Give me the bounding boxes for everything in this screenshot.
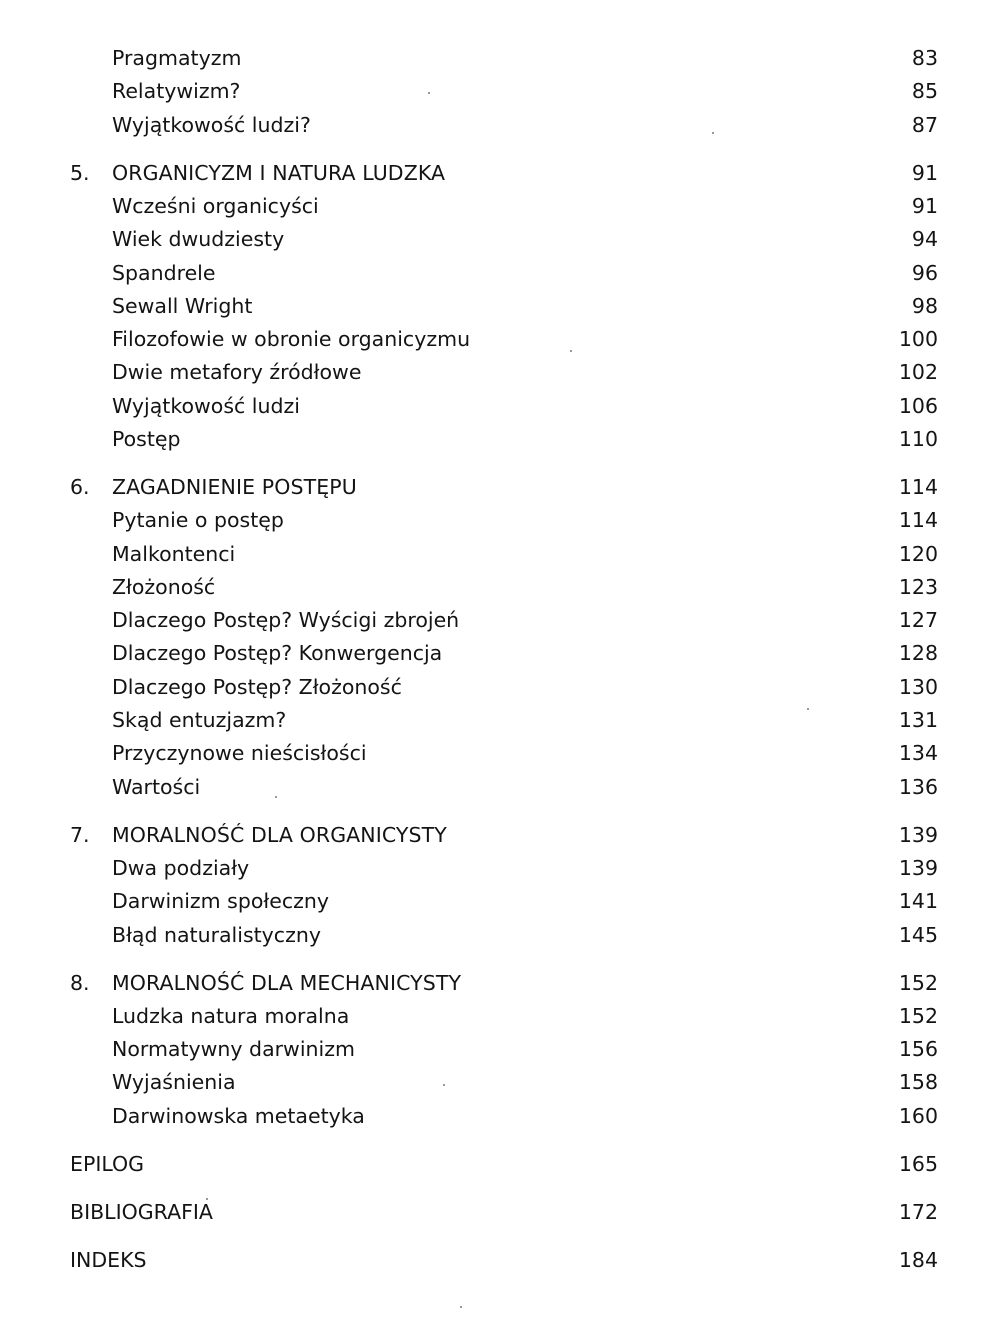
toc-subentry: [0, 424, 990, 454]
toc-subentry: [0, 572, 990, 602]
toc-subentry: [0, 920, 990, 950]
entry-title: INDEKS: [70, 1248, 147, 1272]
entry-title: Malkontenci: [112, 542, 236, 566]
entry-title: Normatywny darwinizm: [112, 1037, 355, 1061]
toc-chapter: [0, 158, 990, 188]
page-number: 145: [898, 923, 938, 947]
page-number: 123: [898, 575, 938, 599]
entry-title: Błąd naturalistyczny: [112, 923, 321, 947]
toc-subentry: [0, 772, 990, 802]
chapter-number: 6.: [70, 475, 90, 499]
scan-speck: [570, 350, 572, 352]
page-number: 100: [898, 327, 938, 351]
chapter-number: 7.: [70, 823, 90, 847]
toc-subentry: [0, 258, 990, 288]
page-number: 139: [898, 823, 938, 847]
scan-speck: [460, 1306, 462, 1308]
entry-title: Pragmatyzm: [112, 46, 242, 70]
entry-title: Przyczynowe nieścisłości: [112, 741, 367, 765]
chapter-number: 5.: [70, 161, 90, 185]
toc-subentry: [0, 738, 990, 768]
entry-title: ORGANICYZM I NATURA LUDZKA: [112, 161, 446, 185]
entry-title: MORALNOŚĆ DLA MECHANICYSTY: [112, 971, 462, 995]
page-number: 152: [898, 1004, 938, 1028]
page-number: 94: [911, 227, 938, 251]
scan-speck: [807, 708, 809, 710]
entry-title: Złożoność: [112, 575, 216, 599]
toc-subentry: [0, 705, 990, 735]
scan-speck: [428, 92, 430, 94]
toc-subentry: [0, 391, 990, 421]
page-number: 106: [898, 394, 938, 418]
toc-chapter: [0, 820, 990, 850]
toc-chapter: [0, 968, 990, 998]
page-number: 131: [898, 708, 938, 732]
page-number: 102: [898, 360, 938, 384]
toc-subentry: [0, 1067, 990, 1097]
entry-title: Filozofowie w obronie organicyzmu: [112, 327, 471, 351]
entry-title: Dlaczego Postęp? Wyścigi zbrojeń: [112, 608, 460, 632]
entry-title: Dwa podziały: [112, 856, 250, 880]
page-number: 156: [898, 1037, 938, 1061]
toc-subentry: [0, 1001, 990, 1031]
entry-title: Spandrele: [112, 261, 216, 285]
entry-title: ZAGADNIENIE POSTĘPU: [112, 475, 357, 499]
scan-speck: [275, 796, 277, 798]
toc-section: [0, 1197, 990, 1227]
entry-title: Dwie metafory źródłowe: [112, 360, 362, 384]
page-number: 184: [898, 1248, 938, 1272]
entry-title: Wyjaśnienia: [112, 1070, 236, 1094]
entry-title: Skąd entuzjazm?: [112, 708, 287, 732]
page-number: 91: [911, 194, 938, 218]
toc-subentry: [0, 76, 990, 106]
entry-title: Wyjątkowość ludzi: [112, 394, 300, 418]
entry-title: Wyjątkowość ludzi?: [112, 113, 311, 137]
toc-subentry: [0, 1101, 990, 1131]
page-number: 114: [898, 475, 938, 499]
toc-subentry: [0, 638, 990, 668]
page-number: 114: [898, 508, 938, 532]
entry-title: Ludzka natura moralna: [112, 1004, 350, 1028]
page-number: 120: [898, 542, 938, 566]
page-number: 128: [898, 641, 938, 665]
page-number: 172: [898, 1200, 938, 1224]
page-number: 83: [911, 46, 938, 70]
entry-title: Wiek dwudziesty: [112, 227, 285, 251]
toc-section: [0, 1245, 990, 1275]
scan-speck: [712, 132, 714, 134]
toc-subentry: [0, 110, 990, 140]
toc-subentry: [0, 224, 990, 254]
toc-chapter: [0, 472, 990, 502]
page-number: 127: [898, 608, 938, 632]
entry-title: Dlaczego Postęp? Złożoność: [112, 675, 402, 699]
page-number: 96: [911, 261, 938, 285]
entry-title: Dlaczego Postęp? Konwergencja: [112, 641, 443, 665]
entry-title: Relatywizm?: [112, 79, 241, 103]
page-number: 91: [911, 161, 938, 185]
toc-subentry: [0, 672, 990, 702]
page-number: 110: [898, 427, 938, 451]
page-number: 98: [911, 294, 938, 318]
page-number: 136: [898, 775, 938, 799]
page-number: 141: [898, 889, 938, 913]
toc-subentry: [0, 605, 990, 635]
toc-section: [0, 1149, 990, 1179]
entry-title: Darwinizm społeczny: [112, 889, 330, 913]
entry-title: Sewall Wright: [112, 294, 253, 318]
scan-speck: [443, 1084, 445, 1086]
toc-subentry: [0, 43, 990, 73]
toc-subentry: [0, 291, 990, 321]
page-number: 160: [898, 1104, 938, 1128]
page-number: 139: [898, 856, 938, 880]
toc-subentry: [0, 191, 990, 221]
toc-subentry: [0, 886, 990, 916]
toc-subentry: [0, 1034, 990, 1064]
entry-title: Darwinowska metaetyka: [112, 1104, 365, 1128]
page-number: 152: [898, 971, 938, 995]
page-number: 165: [898, 1152, 938, 1176]
toc-subentry: [0, 357, 990, 387]
page-number: 158: [898, 1070, 938, 1094]
toc-subentry: [0, 505, 990, 535]
page-number: 87: [911, 113, 938, 137]
scan-speck: [206, 1198, 208, 1200]
entry-title: Pytanie o postęp: [112, 508, 284, 532]
entry-title: MORALNOŚĆ DLA ORGANICYSTY: [112, 823, 447, 847]
entry-title: BIBLIOGRAFIA: [70, 1200, 213, 1224]
page-number: 134: [898, 741, 938, 765]
page-number: 130: [898, 675, 938, 699]
entry-title: Postęp: [112, 427, 181, 451]
toc-subentry: [0, 853, 990, 883]
entry-title: EPILOG: [70, 1152, 145, 1176]
entry-title: Wartości: [112, 775, 201, 799]
page-number: 85: [911, 79, 938, 103]
entry-title: Wcześni organicyści: [112, 194, 319, 218]
toc-subentry: [0, 539, 990, 569]
toc-subentry: [0, 324, 990, 354]
chapter-number: 8.: [70, 971, 90, 995]
